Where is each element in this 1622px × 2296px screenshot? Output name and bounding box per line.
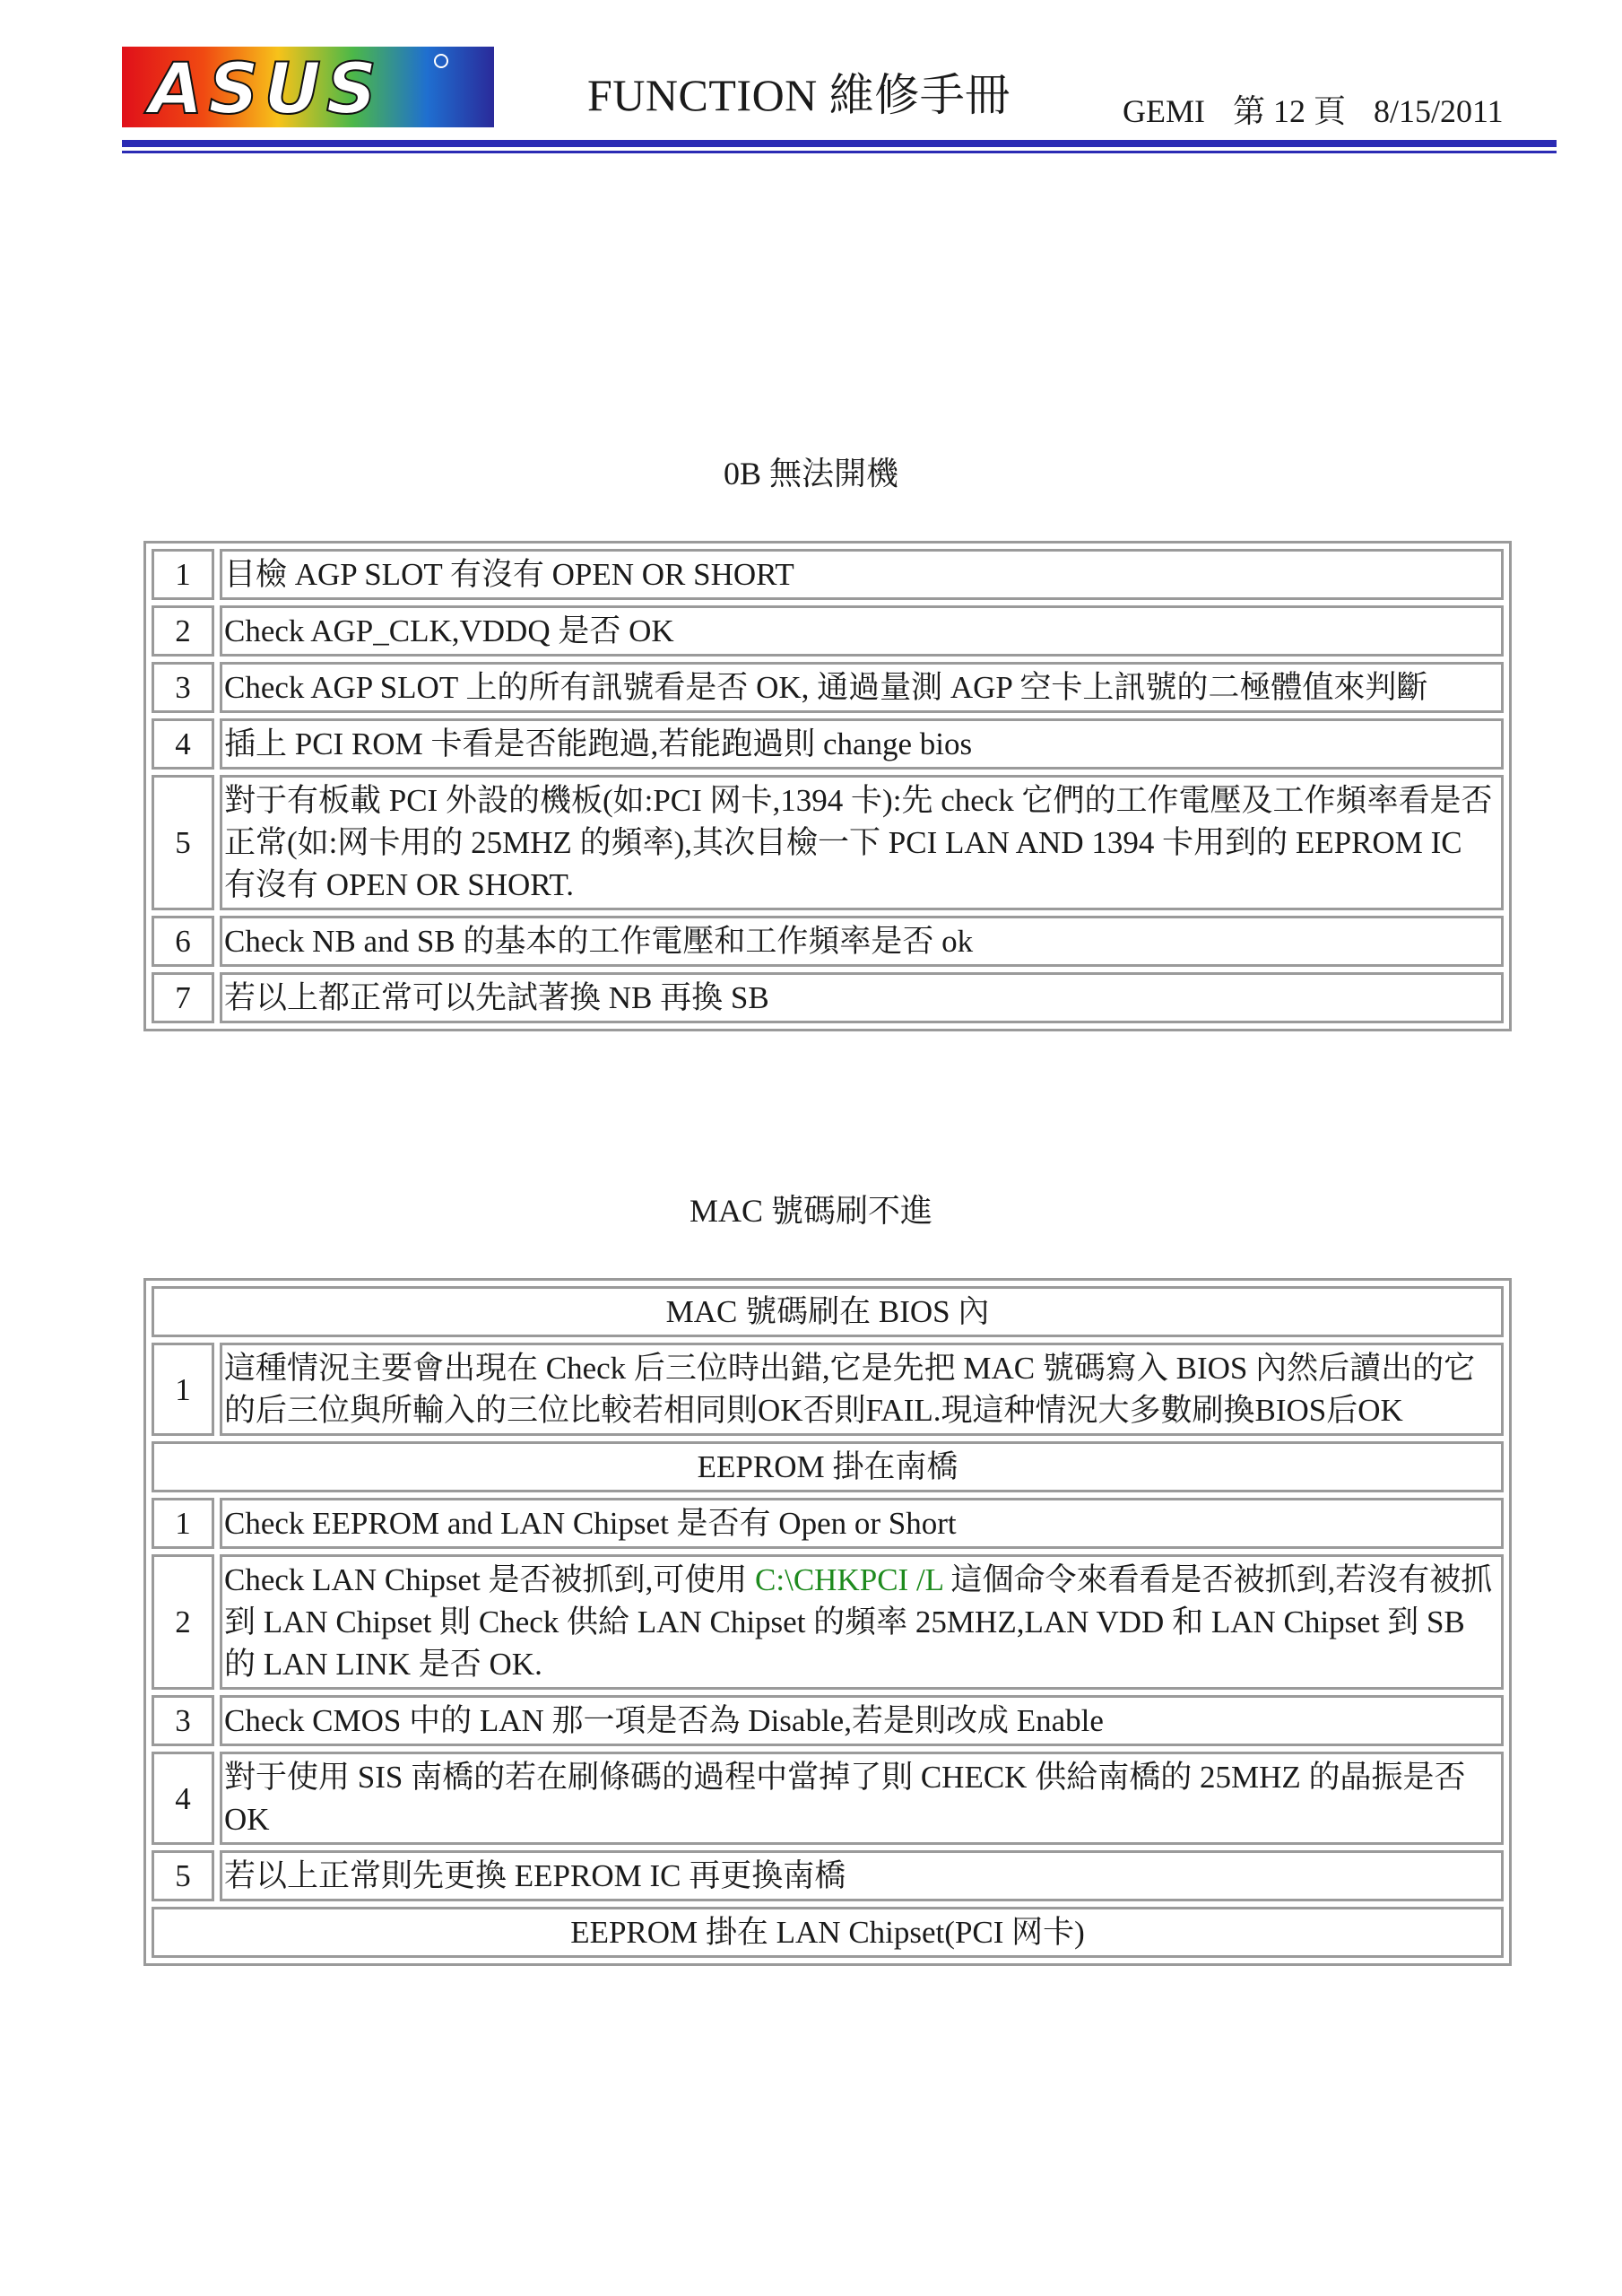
table-row bbox=[152, 1752, 1504, 1845]
row-number: 2 bbox=[152, 1554, 214, 1690]
asus-logo-text: ASUS bbox=[149, 49, 383, 127]
row-number: 7 bbox=[152, 972, 214, 1023]
row-text: 對于有板載 PCI 外設的機板(如:PCI 网卡,1394 卡):先 check 它們的工作電壓及工作頻率看是否正常(如:网卡用的 25MHZ 的頻率),其次目檢一下 PCI LAN AND 1394 卡用到的 EEPROM IC 有沒有 OPEN OR SHORT. bbox=[220, 775, 1504, 910]
row-text: 插上 PCI ROM 卡看是否能跑過,若能跑過則 change bios bbox=[220, 718, 1504, 770]
table-row bbox=[152, 1695, 1504, 1746]
row-number: 1 bbox=[152, 549, 214, 600]
section-title-mac-flash: MAC 號碼刷不進 bbox=[689, 1193, 933, 1229]
page-header-title: FUNCTION 維修手冊 bbox=[587, 70, 1010, 120]
row-number: 1 bbox=[152, 1343, 214, 1436]
header-meta bbox=[1123, 86, 1523, 132]
table-row bbox=[152, 1343, 1504, 1436]
table-row bbox=[152, 1498, 1504, 1549]
header-rule-thick bbox=[122, 140, 1557, 147]
table-row bbox=[152, 718, 1504, 770]
table-subheader bbox=[152, 1907, 1504, 1958]
row-text: Check EEPROM and LAN Chipset 是否有 Open or Short bbox=[220, 1498, 1504, 1549]
header-rule-thin bbox=[122, 151, 1557, 153]
row-text: 若以上都正常可以先試著換 NB 再換 SB bbox=[220, 972, 1504, 1023]
row-text: 若以上正常則先更換 EEPROM IC 再更換南橋 bbox=[220, 1850, 1504, 1901]
table-row bbox=[152, 605, 1504, 657]
row-number: 6 bbox=[152, 916, 214, 967]
row-text: 目檢 AGP SLOT 有沒有 OPEN OR SHORT bbox=[220, 549, 1504, 600]
table-subheader bbox=[152, 1286, 1504, 1337]
doc-name: GEMI bbox=[1123, 93, 1205, 129]
no-boot-table bbox=[143, 541, 1512, 1031]
row-number: 4 bbox=[152, 718, 214, 770]
command-text: C:\CHKPCI /L bbox=[755, 1562, 943, 1597]
row-text: Check NB and SB 的基本的工作電壓和工作頻率是否 ok bbox=[220, 916, 1504, 967]
subheader-lan-chipset: EEPROM 掛在 LAN Chipset(PCI 网卡) bbox=[152, 1907, 1504, 1958]
row-text bbox=[220, 1554, 1504, 1690]
row-text-part: 這個命令來看看是否被抓到,若沒有被抓到 LAN Chipset 則 Check 供給 LAN Chipset 的頻率 25MHZ,LAN VDD 和 LAN Chipset 到 SB 的 LAN LINK 是否 OK. bbox=[224, 1562, 1493, 1682]
row-number: 5 bbox=[152, 775, 214, 910]
row-number: 3 bbox=[152, 1695, 214, 1746]
asus-logo bbox=[122, 47, 494, 127]
row-text-part: Check LAN Chipset 是否被抓到,可使用 bbox=[224, 1562, 756, 1597]
subheader-southbridge: EEPROM 掛在南橋 bbox=[152, 1441, 1504, 1492]
row-text: Check AGP_CLK,VDDQ 是否 OK bbox=[220, 605, 1504, 657]
row-text: Check AGP SLOT 上的所有訊號看是否 OK, 通過量測 AGP 空卡上訊號的二極體值來判斷 bbox=[220, 662, 1504, 713]
table-row bbox=[152, 1850, 1504, 1901]
table-row bbox=[152, 972, 1504, 1023]
mac-flash-table bbox=[143, 1278, 1512, 1966]
asus-logo-mark bbox=[122, 47, 494, 127]
table-row bbox=[152, 1554, 1504, 1690]
table-row bbox=[152, 775, 1504, 910]
page-number: 第 12 頁 bbox=[1233, 93, 1347, 129]
table-row bbox=[152, 549, 1504, 600]
table-subheader bbox=[152, 1441, 1504, 1492]
row-text: Check CMOS 中的 LAN 那一項是否為 Disable,若是則改成 Enable bbox=[220, 1695, 1504, 1746]
table-row bbox=[152, 916, 1504, 967]
row-number: 2 bbox=[152, 605, 214, 657]
section-title-no-boot: 0B 無法開機 bbox=[723, 456, 898, 491]
row-text: 這種情況主要會出現在 Check 后三位時出錯,它是先把 MAC 號碼寫入 BIOS 內然后讀出的它的后三位與所輸入的三位比較若相同則OK否則FAIL.現這种情況大多數刷換BIOS后OK bbox=[220, 1343, 1504, 1436]
row-text: 對于使用 SIS 南橋的若在刷條碼的過程中當掉了則 CHECK 供給南橋的 25MHZ 的晶振是否 OK bbox=[220, 1752, 1504, 1845]
subheader-bios: MAC 號碼刷在 BIOS 內 bbox=[152, 1286, 1504, 1337]
row-number: 5 bbox=[152, 1850, 214, 1901]
row-number: 4 bbox=[152, 1752, 214, 1845]
doc-date: 8/15/2011 bbox=[1374, 93, 1504, 129]
row-number: 3 bbox=[152, 662, 214, 713]
row-number: 1 bbox=[152, 1498, 214, 1549]
table-row bbox=[152, 662, 1504, 713]
